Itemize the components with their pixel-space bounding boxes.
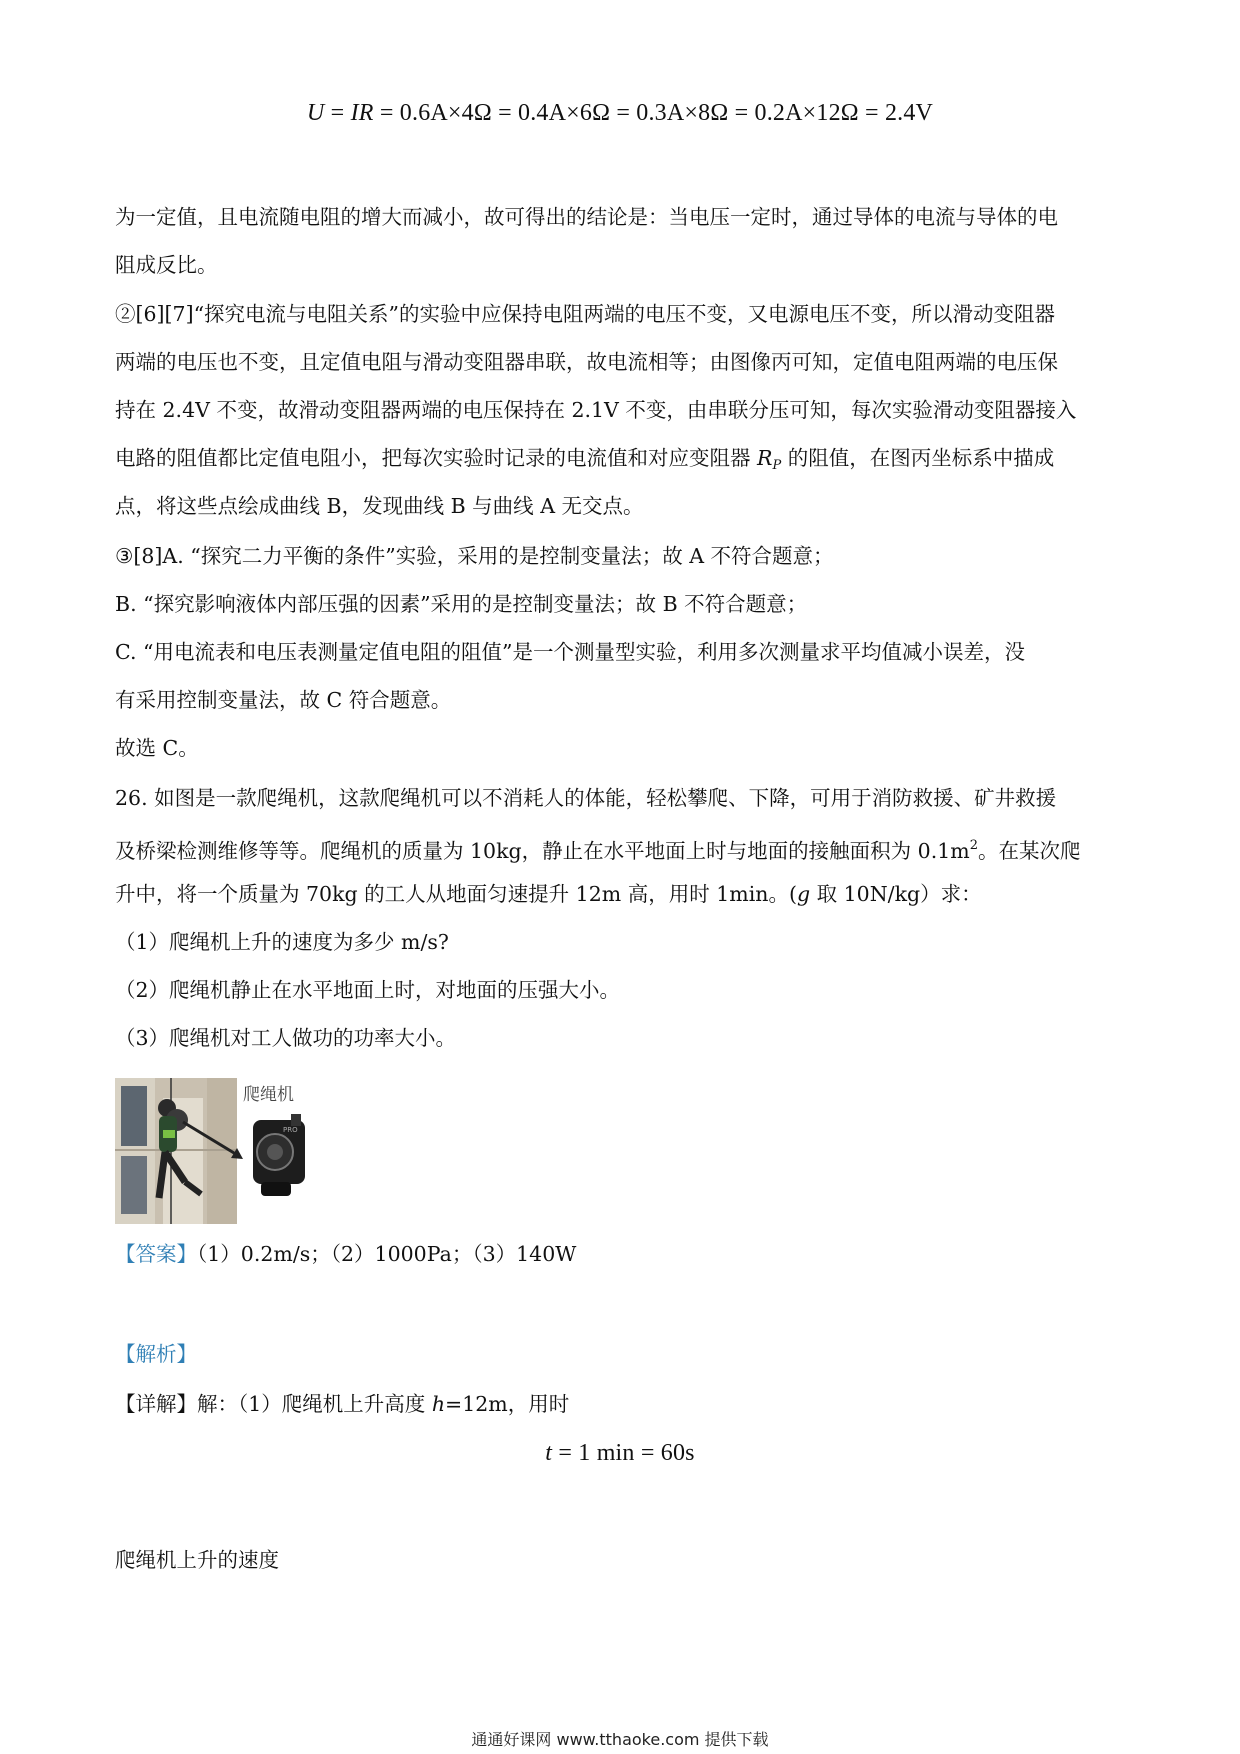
g-variable: g xyxy=(796,882,811,906)
answer-text: （1）0.2m/s；（2）1000Pa；（3）140W xyxy=(197,1242,577,1266)
sub-question-3: （3）爬绳机对工人做功的功率大小。 xyxy=(115,1026,457,1050)
answer-tag: 【答案】 xyxy=(115,1242,197,1266)
svg-text:PRO: PRO xyxy=(283,1126,298,1134)
analysis-block xyxy=(115,1330,1130,1378)
text-fragment: 的阻值，在图丙坐标系中描成 xyxy=(787,446,1055,470)
sub-question-1: （1）爬绳机上升的速度为多少 m/s? xyxy=(115,930,449,954)
detail-line xyxy=(115,1380,1130,1428)
analysis-tag: 【解析】 xyxy=(115,1342,197,1366)
formula-ohm-law: U = IR = 0.6A×4Ω = 0.4A×6Ω = 0.3A×8Ω = 0.2A×12Ω = 2.4V xyxy=(306,100,934,126)
rp-symbol: R xyxy=(757,446,773,470)
page-footer: 通通好课网 www.tthaoke.com 提供下载 xyxy=(471,1730,769,1749)
text-fragment: 升中，将一个质量为 70kg 的工人从地面匀速提升 12m 高，用时 1min。( xyxy=(115,882,797,906)
question-line xyxy=(115,822,1130,870)
speed-paragraph xyxy=(115,1536,1130,1584)
text-fragment: 解：（1）爬绳机上升高度 xyxy=(197,1392,432,1416)
question-line xyxy=(115,870,1130,918)
text-line: ②[6][7]“探究电流与电阻关系”的实验中应保持电阻两端的电压不变，又电源电压不变，所以滑动变阻器 xyxy=(115,302,1056,326)
text-fragment: 取 10N/kg）求： xyxy=(810,882,982,906)
formula-time: t = 1 min = 60s xyxy=(545,1440,695,1466)
speed-text: 爬绳机上升的速度 xyxy=(115,1548,279,1572)
question-26 xyxy=(115,774,1130,1062)
photo-label: 爬绳机 xyxy=(243,1085,294,1105)
sub-question-2: （2）爬绳机静止在水平地面上时，对地面的压强大小。 xyxy=(115,978,621,1002)
text-line: ③[8]A. “探究二力平衡的条件”实验，采用的是控制变量法；故 A 不符合题意； xyxy=(115,544,834,568)
paragraph-8 xyxy=(115,532,1130,772)
text-fragment: 电路的阻值都比定值电阻小，把每次实验时记录的电流值和对应变阻器 xyxy=(115,446,751,470)
paragraph-conclusion xyxy=(115,193,1130,289)
text-line: 故选 C。 xyxy=(115,736,199,760)
detail-tag: 【详解】 xyxy=(115,1392,197,1416)
rope-climber-photo xyxy=(115,1078,321,1224)
h-variable: h xyxy=(431,1392,446,1416)
text-fragment: 。在某次爬 xyxy=(977,839,1081,863)
text-line: 持在 2.4V 不变，故滑动变阻器两端的电压保持在 2.1V 不变，由串联分压可知，每次实验滑动变阻器接入 xyxy=(115,398,1077,422)
text-line: 点，将这些点绘成曲线 B，发现曲线 B 与曲线 A 无交点。 xyxy=(115,494,644,518)
text-line-with-rp xyxy=(115,434,1130,482)
detail-block xyxy=(115,1380,1130,1428)
text-line: B. “探究影响液体内部压强的因素”采用的是控制变量法；故 B 不符合题意； xyxy=(115,592,808,616)
text-line: C. “用电流表和电压表测量定值电阻的阻值”是一个测量型实验，利用多次测量求平均值减小误差，没 xyxy=(115,640,1025,664)
answer-line xyxy=(115,1230,1130,1278)
answer-block xyxy=(115,1230,1130,1278)
rp-subscript: P xyxy=(772,458,782,473)
text-line: 阻成反比。 xyxy=(115,253,218,277)
paragraph-6-7 xyxy=(115,290,1130,530)
text-fragment: 及桥梁检测维修等等。爬绳机的质量为 10kg，静止在水平地面上时与地面的接触面积为 0.1m xyxy=(115,839,970,863)
question-line: 26. 如图是一款爬绳机，这款爬绳机可以不消耗人的体能，轻松攀爬、下降，可用于消防救援、矿井救援 xyxy=(115,786,1057,810)
text-line: 有采用控制变量法，故 C 符合题意。 xyxy=(115,688,452,712)
text-line: 为一定值，且电流随电阻的增大而减小，故可得出的结论是：当电压一定时，通过导体的电流与导体的电 xyxy=(115,205,1058,229)
text-fragment: =12m，用时 xyxy=(445,1392,570,1416)
superscript: 2 xyxy=(969,838,978,853)
text-line: 两端的电压也不变，且定值电阻与滑动变阻器串联，故电流相等；由图像丙可知，定值电阻两端的电压保 xyxy=(115,350,1058,374)
